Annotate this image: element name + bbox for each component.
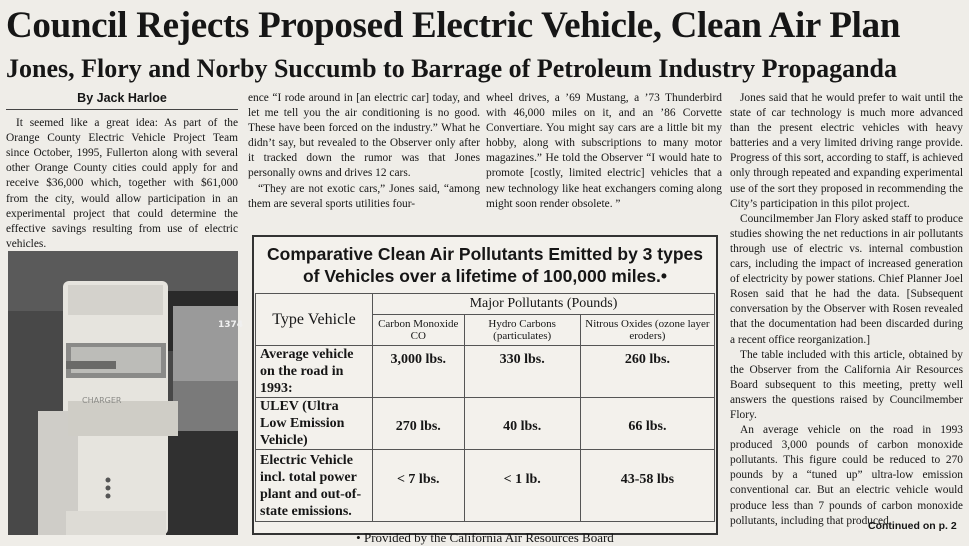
charger-illustration [8, 251, 244, 535]
byline: By Jack Harloe [6, 91, 238, 110]
table-cell: 66 lbs. [580, 398, 714, 450]
table-cell: 40 lbs. [464, 398, 580, 450]
charger-label: CHARGER [82, 396, 122, 405]
pollutants-table [255, 293, 715, 522]
subheadline: Jones, Flory and Norby Succumb to Barrage of Petroleum Industry Propaganda [6, 54, 897, 83]
paragraph: Councilmember Jan Flory asked staff to produce studies showing the net reductions in air pollutants through use of electric vs. internal combustion cars, including the impact of increased generation of electricity by power stations. Chief Planner Joel Rosen said that he had the data. [Subsequent conversation by the Observer with Rosen revealed that the documentation had been discarded during a recent office reorganization.] [730, 212, 963, 346]
row-label: Average vehicle on the road in 1993: [256, 346, 373, 398]
column-header: Carbon Monoxide CO [373, 315, 465, 346]
charger-photo [8, 251, 244, 535]
row-label: Electric Vehicle incl. total power plant and out-of-state emissions. [256, 450, 373, 522]
table-cell: 270 lbs. [373, 398, 465, 450]
paragraph: Jones said that he would prefer to wait until the state of car technology is much more advanced than the present electric vehicles with heavy batteries and a very limited driving range provide. Progress of this sort, according to staff, is achieved only through repeated and expanding experimental use of the sort they proposed in recommending the City’s participation in this pilot project. [730, 92, 963, 210]
row-label: ULEV (Ultra Low Emission Vehicle) [256, 398, 373, 450]
major-pollutants-header: Major Pollutants (Pounds) [373, 294, 715, 315]
table-row [256, 346, 715, 398]
table-cell: 330 lbs. [464, 346, 580, 398]
pollutants-table-box [252, 235, 718, 545]
article-column-2 [248, 91, 480, 212]
paragraph: It seemed like a great idea: As part of the Orange County Electric Vehicle Project Team since October, 1995, Fullerton along with several other Orange County cities could apply for and receive $36,000 which, together with $61,000 from the city, would allow participation in an experimental project that could determine the effective savings resulting from use of electric vehicles. [6, 117, 238, 250]
table-cell: < 7 lbs. [373, 450, 465, 522]
paragraph: ence “I rode around in [an electric car] today, and let me tell you the air conditioning is no good. These have been forced on the industry.” What he didn’t say, but revealed to the Observer only after it tracked down the rumor was that Jones personally owns and drives 12 cars. [248, 92, 480, 180]
paragraph: wheel drives, a ’69 Mustang, a ’73 Thunderbird with 46,000 miles on it, and an ’86 Corvette Convertiare. You might say cars are a little bit my hobby, along with subscriptions to many motor magazines.” He told the Observer “I would hate to promote [costly, limited electric] vehicles that a new technology like heat exchangers coming along might soon render obsolete. ” [486, 92, 722, 210]
table-source-note: • Provided by the California Air Resources Board [356, 530, 614, 545]
table-cell: < 1 lb. [464, 450, 580, 522]
column-header: Hydro Carbons (particulates) [464, 315, 580, 346]
continued-note: Continued on p. 2 [868, 520, 957, 532]
table-cell: 260 lbs. [580, 346, 714, 398]
table-row [256, 398, 715, 450]
article-column-1 [6, 91, 238, 252]
paragraph: An average vehicle on the road in 1993 produced 3,000 pounds of carbon monoxide pollutants. This figure could be reduced to 270 pounds by a “tuned up” ultra-low emission conventional car. But an electric vehicle would produce less than 7 pounds of carbon monoxide pollutants, including that produced [730, 424, 963, 527]
table-header-row [256, 294, 715, 315]
table-cell: 3,000 lbs. [373, 346, 465, 398]
table-title: Comparative Clean Air Pollutants Emitted by 3 types of Vehicles over a lifetime of 100,000 miles.• [267, 244, 703, 286]
headline: Council Rejects Proposed Electric Vehicle, Clean Air Plan [6, 5, 901, 46]
article-column-3 [486, 91, 722, 212]
table-row [256, 450, 715, 522]
article-column-4 [730, 91, 963, 529]
photo-number: 1374 [218, 320, 244, 330]
table-cell: 43-58 lbs [580, 450, 714, 522]
paragraph: The table included with this article, obtained by the Observer from the California Air Resources Board subsequent to this meeting, pretty well answers the questions raised by Councilmember Flory. [730, 348, 963, 421]
column-header: Nitrous Oxides (ozone layer eroders) [580, 315, 714, 346]
type-vehicle-header: Type Vehicle [256, 294, 373, 346]
paragraph: “They are not exotic cars,” Jones said, “among them are several sports utilities four- [248, 182, 480, 210]
